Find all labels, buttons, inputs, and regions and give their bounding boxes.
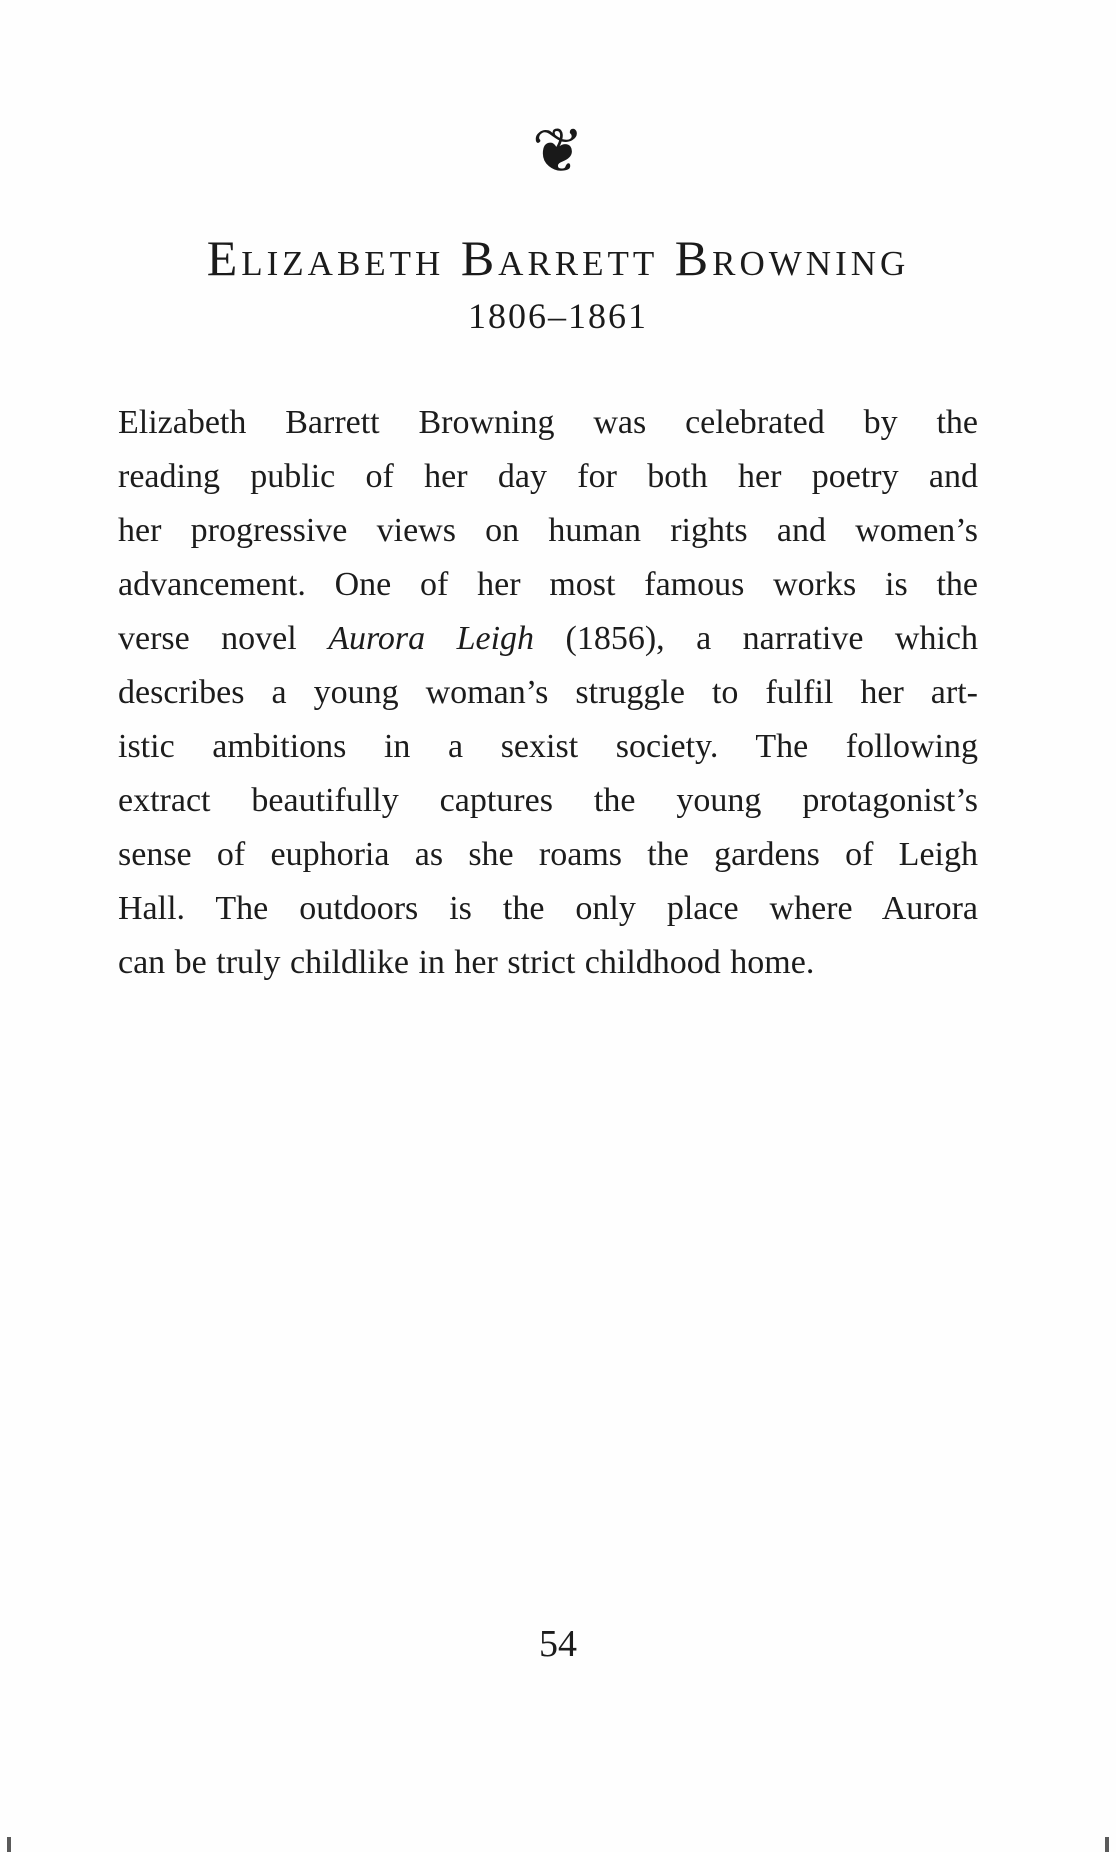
paragraph-line: her progressive views on human rights and women’s [118,512,978,549]
fleuron-ornament-icon: ❦ [532,114,584,187]
paragraph-line: Elizabeth Barrett Browning was celebrated by the [118,404,978,441]
crop-mark-bottom-right [1105,1837,1109,1852]
crop-mark-bottom-left [7,1837,11,1852]
paragraph-line: advancement. One of her most famous works is the [118,566,978,603]
intro-paragraph [118,396,978,990]
chapter-dates: 1806–1861 [468,296,648,336]
paragraph-line: can be truly childlike in her strict childhood home. [118,944,815,981]
chapter-title: Elizabeth Barrett Browning [206,230,910,286]
paragraph-line: sense of euphoria as she roams the gardens of Leigh [118,836,978,873]
paragraph-line: Hall. The outdoors is the only place where Aurora [118,890,978,927]
paragraph-line: verse novel Aurora Leigh (1856), a narrative which [118,620,979,657]
paragraph-line: reading public of her day for both her poetry and [118,458,978,495]
paragraph-line: describes a young woman’s struggle to fulfil her art- [118,674,978,711]
page-number: 54 [539,1623,577,1665]
book-title-italic: Aurora Leigh [328,620,535,657]
paragraph-line: istic ambitions in a sexist society. The following [118,728,978,765]
paragraph-line: extract beautifully captures the young protagonist’s [118,782,978,819]
